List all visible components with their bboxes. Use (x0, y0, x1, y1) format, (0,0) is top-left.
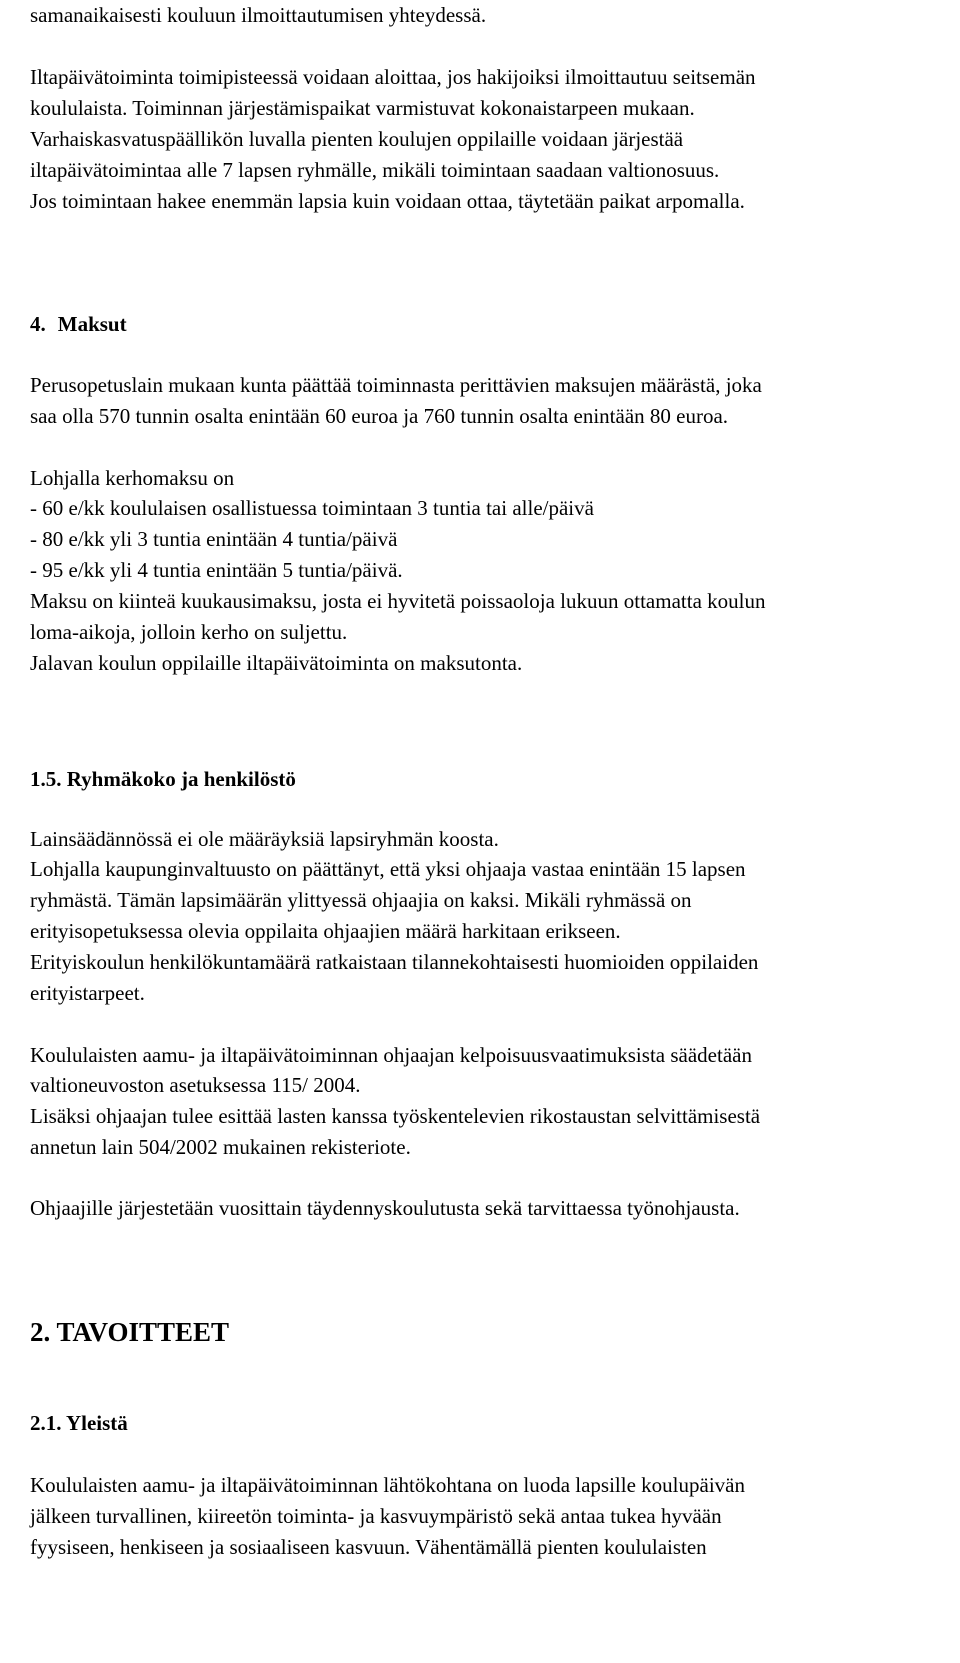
paragraph-line: annetun lain 504/2002 mukainen rekisteriote. (30, 1135, 411, 1159)
paragraph-line: iltapäivätoimintaa alle 7 lapsen ryhmälle, mikäli toimintaan saadaan valtionosuus. (30, 158, 720, 182)
paragraph-line: erityistarpeet. (30, 981, 145, 1005)
paragraph-line: Lainsäädännössä ei ole määräyksiä lapsiryhmän koosta. (30, 827, 499, 851)
paragraph-line: Iltapäivätoiminta toimipisteessä voidaan aloittaa, jos hakijoiksi ilmoittautuu seitsemän (30, 65, 756, 89)
section-heading-ryhmakoko (30, 766, 296, 792)
section-heading-maksut (30, 311, 127, 337)
paragraph-line: Maksu on kiinteä kuukausimaksu, josta ei hyvitetä poissaoloja lukuun ottamatta koulun (30, 589, 766, 613)
section-number: 2.1. (30, 1411, 62, 1435)
paragraph-line: saa olla 570 tunnin osalta enintään 60 euroa ja 760 tunnin osalta enintään 80 euroa. (30, 404, 729, 428)
paragraph-line: Erityiskoulun henkilökuntamäärä ratkaistaan tilannekohtaisesti huomioiden oppilaiden (30, 950, 759, 974)
paragraph-line: koululaista. Toiminnan järjestämispaikat varmistuvat kokonaistarpeen mukaan. (30, 96, 695, 120)
paragraph-line: Jalavan koulun oppilaille iltapäivätoiminta on maksutonta. (30, 651, 523, 675)
paragraph-line: Perusopetuslain mukaan kunta päättää toiminnasta perittävien maksujen määrästä, joka (30, 373, 762, 397)
paragraph-line: Jos toimintaan hakee enemmän lapsia kuin voidaan ottaa, täytetään paikat arpomalla. (30, 189, 745, 213)
section-number: 4. (30, 312, 46, 336)
section-title: Ryhmäkoko ja henkilöstö (66, 767, 296, 791)
section-title: Yleistä (65, 1411, 128, 1435)
section-number: 1.5. (30, 767, 62, 791)
paragraph-line: Lisäksi ohjaajan tulee esittää lasten kanssa työskentelevien rikostaustan selvittämisestä (30, 1104, 761, 1128)
paragraph-line: Lohjalla kaupunginvaltuusto on päättänyt, että yksi ohjaaja vastaa enintään 15 lapsen (30, 857, 746, 881)
paragraph-line: Ohjaajille järjestetään vuosittain täydennyskoulutusta sekä tarvittaessa työnohjausta. (30, 1196, 740, 1220)
paragraph-line: Lohjalla kerhomaksu on (30, 466, 235, 490)
paragraph-line: erityisopetuksessa olevia oppilaita ohjaajien määrä harkitaan erikseen. (30, 919, 621, 943)
section-heading-yleista (30, 1410, 128, 1436)
paragraph-line: Varhaiskasvatuspäällikön luvalla pienten koulujen oppilaille voidaan järjestää (30, 127, 684, 151)
paragraph-line: Koululaisten aamu- ja iltapäivätoiminnan ohjaajan kelpoisuusvaatimuksista säädetään (30, 1043, 752, 1067)
chapter-heading-tavoitteet (30, 1316, 229, 1348)
list-item: - 80 e/kk yli 3 tuntia enintään 4 tuntia/päivä (30, 527, 398, 551)
list-item: - 95 e/kk yli 4 tuntia enintään 5 tuntia/päivä. (30, 558, 403, 582)
paragraph-line: jälkeen turvallinen, kiireetön toiminta- ja kasvuympäristö sekä antaa tukea hyvään (30, 1504, 722, 1528)
paragraph-line: Koululaisten aamu- ja iltapäivätoiminnan lähtökohtana on luoda lapsille koulupäivän (30, 1473, 745, 1497)
section-number: 2. (30, 1317, 51, 1347)
section-title: Maksut (57, 312, 127, 336)
paragraph-line: samanaikaisesti kouluun ilmoittautumisen yhteydessä. (30, 3, 487, 27)
paragraph-line: loma-aikoja, jolloin kerho on suljettu. (30, 620, 348, 644)
paragraph-line: ryhmästä. Tämän lapsimäärän ylittyessä ohjaajia on kaksi. Mikäli ryhmässä on (30, 888, 692, 912)
section-title: TAVOITTEET (56, 1317, 230, 1347)
list-item: - 60 e/kk koululaisen osallistuessa toimintaan 3 tuntia tai alle/päivä (30, 496, 594, 520)
paragraph-line: fyysiseen, henkiseen ja sosiaaliseen kasvuun. Vähentämällä pienten koululaisten (30, 1535, 707, 1559)
paragraph-line: valtioneuvoston asetuksessa 115/ 2004. (30, 1073, 361, 1097)
